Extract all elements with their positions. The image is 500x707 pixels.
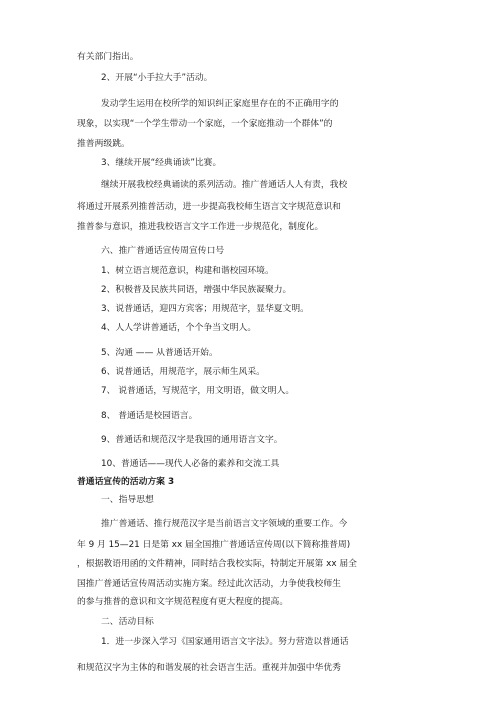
- text-line: 继续开展我校经典诵读的系列活动。推广普通话人人有责，我校: [101, 180, 348, 190]
- text-line: 1、树立语言规范意识，构建和谐校园环境。: [101, 266, 274, 276]
- text-line: 发动学生运用在校所学的知识纠正家庭里存在的不正确用字的: [101, 99, 339, 109]
- text-line: 5、沟通 —— 从普通话开始。: [101, 348, 218, 358]
- text-line: 年 9 月 15—21 日是第 xx 届全国推广普通话宣传周(以下简称推普周): [77, 540, 351, 550]
- text-line: 推普参与意识，推进我校语言文字工作进一步规范化，制度化。: [77, 222, 324, 232]
- text-line: 一、指导思想: [101, 495, 154, 505]
- section-heading: 普通话宣传的活动方案 3: [77, 477, 175, 487]
- text-line: 现象，以实现“一个学生带动一个家庭，一个家庭推动一个群体”的: [77, 119, 333, 129]
- text-line: 6、说普通话，用规范字，展示师生风采。: [101, 367, 265, 377]
- text-line: 4、人人学讲普通话，个个争当文明人。: [101, 323, 257, 333]
- text-line: 8、 普通话是校园语言。: [101, 411, 198, 421]
- text-line: 10、普通话——现代人必备的素养和交流工具: [101, 459, 280, 469]
- text-line: 有关部门指出。: [77, 52, 139, 62]
- text-line: 3、说普通话，迎四方宾客；用规范字，显华夏文明。: [101, 304, 309, 314]
- text-line: 国推广普通话宣传周活动实施方案。经过此次活动，力争使我校师生: [77, 579, 341, 589]
- text-line: 9、普通话和规范汉字是我国的通用语言文字。: [101, 435, 283, 445]
- text-line: 六、推广普通话宣传周宣传口号: [101, 246, 225, 256]
- text-line: 的参与推普的意识和文字规范程度有更大程度的提高。: [77, 597, 289, 607]
- text-line: 和规范汉字为主体的和谐发展的社会语言生活。重视并加强中华优秀: [77, 663, 341, 673]
- text-line: 推普两级跳。: [77, 139, 130, 149]
- text-line: 7、 说普通话，写规范字，用文明语，做文明人。: [101, 386, 295, 396]
- text-line: 2、积极普及民族共同语，增强中华民族凝聚力。: [101, 285, 292, 295]
- text-line: 3、继续开展“经典诵读”比赛。: [101, 158, 222, 168]
- text-line: 二、活动目标: [101, 617, 154, 627]
- text-line: 将通过开展系列推普活动，进一步提高我校师生语言文字规范意识和: [77, 202, 341, 212]
- text-line: 1．进一步深入学习《国家通用语言文字法》。努力营造以普通话: [101, 637, 349, 647]
- text-line: 2、开展“小手拉大手”活动。: [101, 73, 213, 83]
- text-line: 推广普通话、推行规范汉字是当前语言文字领域的重要工作。今: [101, 519, 348, 529]
- text-line: ，根据教语用函的文件精神，同时结合我校实际，特制定开展第 xx 届全: [77, 559, 357, 569]
